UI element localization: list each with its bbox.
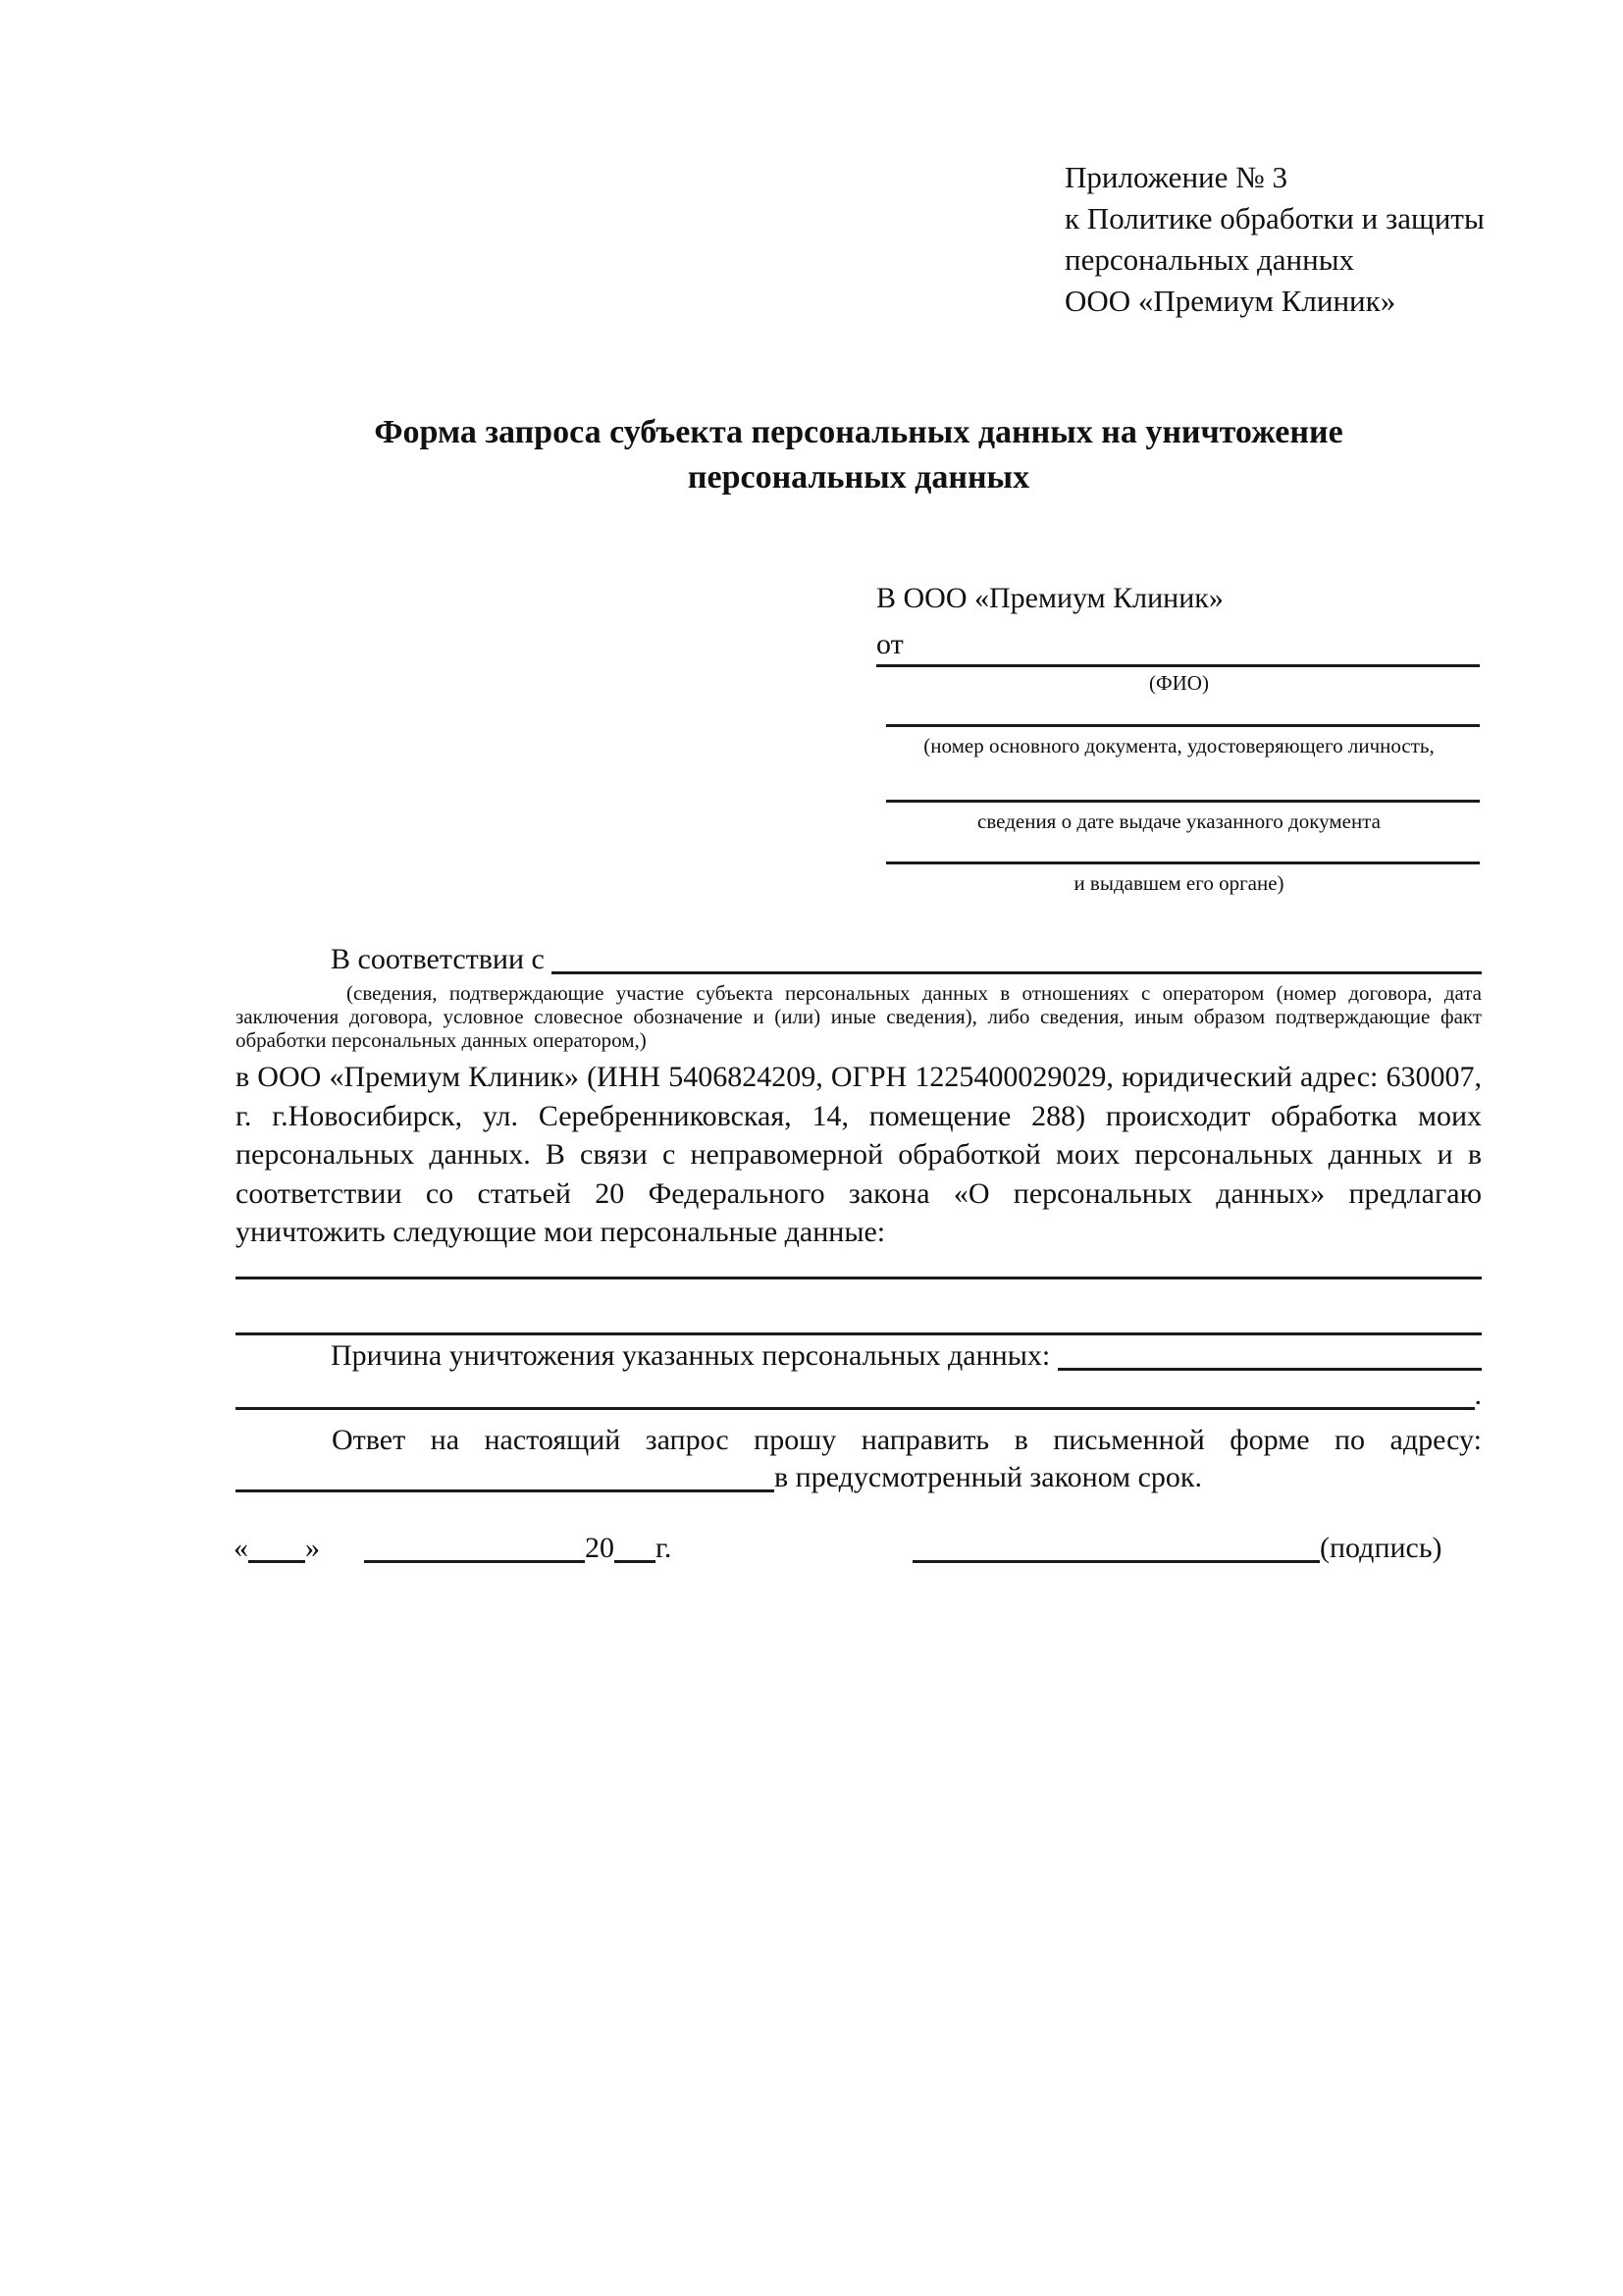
reason-blank-line — [1058, 1368, 1482, 1371]
doc-number-blank-line — [886, 724, 1480, 727]
header-line-2: к Политике обработки и защиты — [1065, 201, 1485, 235]
date-row — [234, 1529, 671, 1568]
date-year-suffix: г. — [655, 1532, 672, 1564]
response-tail: в предусмотренный законом срок. — [774, 1461, 1202, 1493]
date-month-blank — [364, 1560, 585, 1563]
date-close-quote: » — [305, 1532, 320, 1564]
address-blank-line — [236, 1489, 774, 1492]
doc-issuer-blank-line — [886, 861, 1480, 864]
fio-blank-line — [876, 664, 1480, 667]
response-address-row — [236, 1458, 1482, 1497]
doc-date-caption: сведения о дате выдаче указанного документа — [977, 809, 1381, 833]
personal-data-blank-line-1 — [236, 1277, 1482, 1279]
signature-blank-line — [913, 1560, 1320, 1563]
period-mark: . — [1474, 1379, 1482, 1411]
date-year-blank — [614, 1560, 655, 1563]
reason-space — [1050, 1336, 1058, 1376]
fio-caption: (ФИО) — [1149, 671, 1209, 695]
date-year-prefix: 20 — [585, 1532, 614, 1564]
response-sentence: Ответ на настоящий запрос прошу направить в письменной форме по адресу: — [332, 1424, 1482, 1456]
addressee-from-label: от — [876, 628, 904, 660]
accordance-row — [331, 940, 1482, 979]
accordance-space — [545, 940, 552, 979]
accordance-note: (сведения, подтверждающие участие субъекта персональных данных в отношениях с оператором (номер договора, дата заключения договора, условное словесное обозначение и (или) иные сведения), либо сведения, иным образом подтверждающие факт обработки персональных данных оператором,) — [236, 981, 1482, 1052]
reason-label: Причина уничтожения указанных персональных данных: — [331, 1339, 1051, 1372]
signature-row — [913, 1529, 1442, 1568]
reason-row — [331, 1336, 1482, 1376]
reason-blank-line-2 — [236, 1407, 1475, 1410]
doc-issuer-caption: и выдавшем его органе) — [1073, 871, 1284, 895]
doc-number-caption: (номер основного документа, удостоверяющего личность, — [923, 734, 1435, 757]
reason-continuation-row — [236, 1376, 1482, 1415]
main-paragraph: в ООО «Премиум Клиник» (ИНН 5406824209, ОГРН 1225400029029, юридический адрес: 630007, г. г.Новосибирск, ул. Серебренниковская, 14, помещение 288) происходит обработка моих персональных данных. В связи с неправомерной обработкой моих персональных данных и в соответствии со статьей 20 Федерального закона «О персональных данных» предлагаю уничтожить следующие мои персональные данные: — [236, 1061, 1482, 1249]
header-line-1: Приложение № 3 — [1065, 160, 1287, 194]
personal-data-blank-line-2 — [236, 1332, 1482, 1335]
signature-caption: (подпись) — [1320, 1532, 1442, 1564]
header-line-3: персональных данных — [1065, 242, 1355, 277]
addressee-to: В ООО «Премиум Клиник» — [876, 582, 1224, 614]
doc-date-blank-line — [886, 800, 1480, 803]
accordance-blank-line — [551, 971, 1482, 974]
appendix-header — [1065, 157, 1485, 322]
date-open-quote: « — [234, 1532, 248, 1564]
header-line-4: ООО «Премиум Клиник» — [1065, 284, 1396, 318]
date-day-blank — [248, 1560, 305, 1563]
accordance-label: В соответствии с — [331, 943, 545, 975]
form-title: Форма запроса субъекта персональных данных на уничтожение персональных данных — [374, 414, 1343, 496]
